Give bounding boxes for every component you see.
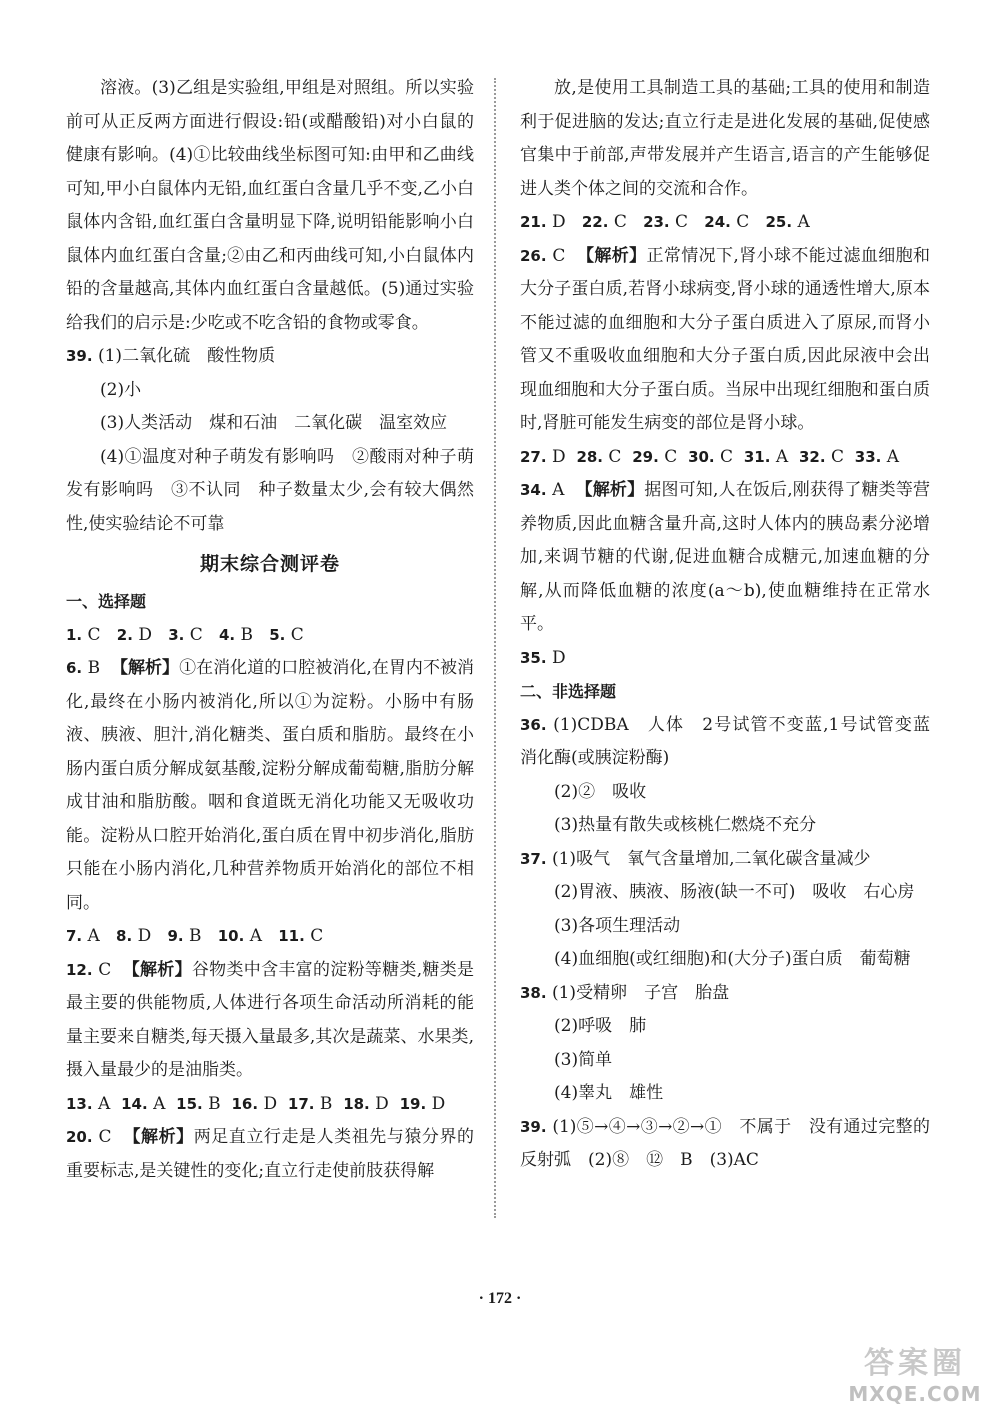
q39-number: 39. bbox=[520, 1117, 547, 1136]
q-number: 18. bbox=[343, 1094, 370, 1113]
q-number: 10. bbox=[217, 927, 245, 945]
q-number: 32. bbox=[798, 447, 826, 466]
q35-number: 35. bbox=[520, 648, 547, 667]
q-answer: A bbox=[249, 926, 262, 946]
q39-part2: (2)小 bbox=[100, 379, 142, 400]
answers-row-27-33 bbox=[520, 441, 930, 475]
q-number: 33. bbox=[854, 447, 882, 466]
q20-answer: C bbox=[98, 1127, 112, 1147]
q-answer: C bbox=[310, 926, 324, 946]
q37-part4: (4)血细胞(或红细胞)和(大分子)蛋白质 葡萄糖 bbox=[554, 949, 911, 969]
q12-analysis: 谷物类中含丰富的淀粉等糖类,糖类是最主要的供能物质,人体进行各项生命活动所消耗的能量主要来自糖类,每天摄入量最多,其次是蔬菜、水果类,摄入量最少的是油脂类。 bbox=[66, 959, 475, 1080]
answers-row-1-5 bbox=[66, 619, 474, 653]
q36-part1 bbox=[520, 709, 947, 776]
q26-answer: C bbox=[552, 245, 566, 266]
q37-part1-text: (1)吸气 氧气含量增加,二氧化碳含量减少 bbox=[551, 848, 871, 869]
q39-number: 39. bbox=[66, 347, 93, 365]
q-answer: A bbox=[775, 446, 789, 467]
q6-answer: B bbox=[87, 658, 101, 678]
q-answer: B bbox=[208, 1093, 221, 1114]
q-answer: C bbox=[87, 624, 101, 645]
q6-analysis: ①在消化道的口腔被消化,在胃内不被消化,最终在小肠内被消化,所以①为淀粉。小肠中有肠液、胰液、胆汁,消化糖类、蛋白质和脂肪。最终在小肠内蛋白质分解成氨基酸,淀粉分解成葡萄糖,脂肪分解成甘油和脂肪酸。咽和食道既无消化功能又无吸收功能。淀粉从口腔开始消化,蛋白质在胃中初步消化,脂肪只能在小肠内消化,几种营养物质开始消化的部位不相同。 bbox=[66, 658, 475, 913]
q6-item bbox=[66, 652, 474, 920]
q-answer: C bbox=[830, 446, 844, 467]
q36-number: 36. bbox=[520, 715, 547, 734]
q20-continuation: 放,是使用工具制造工具的基础;工具的使用和制造利于促进脑的发达;直立行走是进化发展的基础,促使感官集中于前部,声带发展并产生语言,语言的产生能够促进人类个体之间的交流和合作。 bbox=[520, 78, 930, 199]
q-answer: D bbox=[551, 212, 566, 232]
q-number: 23. bbox=[643, 213, 670, 231]
analysis-label: 【解析】 bbox=[123, 1127, 194, 1147]
q35-item bbox=[520, 642, 930, 676]
q-answer: C bbox=[608, 446, 622, 467]
q34-number: 34. bbox=[520, 481, 547, 499]
q39-part1-text: (1)二氧化硫 酸性物质 bbox=[97, 346, 276, 366]
q38-part3: (3)简单 bbox=[554, 1049, 613, 1070]
q34-analysis: 据图可知,人在饭后,刚获得了糖类等营养物质,因此血糖含量升高,这时人体内的胰岛素分泌增加,来调节糖的代谢,促进血糖合成糖元,加速血糖的分解,从而降低血糖的浓度(a～b),使血糖维持在正常水平。 bbox=[520, 480, 930, 634]
q-answer: C bbox=[189, 624, 203, 645]
q26-item bbox=[520, 240, 930, 441]
right-column bbox=[520, 72, 947, 1178]
q-answer: A bbox=[97, 1093, 111, 1114]
q-number: 14. bbox=[121, 1094, 148, 1113]
answers-row-13-19 bbox=[66, 1088, 474, 1122]
q37-part3: (3)各项生理活动 bbox=[554, 915, 681, 936]
q-number: 22. bbox=[581, 213, 609, 231]
q-answer: D bbox=[551, 446, 566, 467]
q37-part2: (2)胃液、胰液、肠液(缺一不可) 吸收 右心房 bbox=[554, 882, 915, 902]
q37-part1 bbox=[520, 843, 930, 877]
q-number: 16. bbox=[231, 1094, 259, 1113]
q38-continuation: 溶液。(3)乙组是实验组,甲组是对照组。所以实验前可从正反两方面进行假设:铅(或醋酸铅)对小白鼠的健康有影响。(4)①比较曲线坐标图可知:由甲和乙曲线可知,甲小白鼠体内无铅,血红蛋白含量几乎不变,乙小白鼠体内含铅,血红蛋白含量明显下降,说明铅能影响小白鼠体内血红蛋白含量;②由乙和丙曲线可知,小白鼠体内铅的含量越高,其体内血红蛋白含量越低。(5)通过实验给我们的启示是:少吃或不吃含铅的食物或零食。 bbox=[66, 78, 474, 333]
q34-item bbox=[520, 474, 930, 642]
answers-row-7-11 bbox=[66, 920, 474, 954]
watermark-bottom-text: MXQE.COM bbox=[848, 1382, 982, 1406]
q-answer: C bbox=[290, 624, 304, 645]
q-answer: B bbox=[189, 926, 202, 946]
q20-item bbox=[66, 1121, 474, 1188]
q-number: 30. bbox=[688, 447, 715, 466]
q-number: 11. bbox=[278, 927, 305, 945]
q-answer: D bbox=[138, 624, 152, 645]
q-answer: A bbox=[797, 212, 810, 232]
q-number: 17. bbox=[287, 1094, 315, 1113]
q12-answer: C bbox=[98, 959, 112, 980]
q20-analysis: 两足直立行走是人类祖先与猿分界的重要标志,是关键性的变化;直立行走使前肢获得解 bbox=[66, 1127, 475, 1181]
q-answer: A bbox=[153, 1093, 166, 1114]
q-answer: D bbox=[431, 1093, 446, 1114]
q6-number: 6. bbox=[66, 659, 83, 677]
q-number: 1. bbox=[66, 625, 83, 644]
q35-answer: D bbox=[551, 647, 566, 668]
section-nonchoice-heading: 二、非选择题 bbox=[520, 682, 617, 701]
analysis-label: 【解析】 bbox=[122, 959, 192, 980]
q38-number: 38. bbox=[520, 983, 547, 1002]
column-divider bbox=[494, 78, 496, 1218]
left-column bbox=[66, 72, 474, 1188]
q-answer: C bbox=[720, 446, 734, 467]
analysis-label: 【解析】 bbox=[576, 245, 647, 266]
q36-part3: (3)热量有散失或核桃仁燃烧不充分 bbox=[554, 815, 817, 835]
q-answer: D bbox=[375, 1093, 389, 1114]
q38-part2: (2)呼吸 肺 bbox=[554, 1016, 647, 1036]
q34-answer: A bbox=[552, 480, 565, 500]
q-number: 27. bbox=[520, 447, 547, 466]
q39-part3: (3)人类活动 煤和石油 二氧化碳 温室效应 bbox=[100, 413, 448, 433]
page-number: · 172 · bbox=[478, 1290, 522, 1307]
answers-row-21-25 bbox=[520, 206, 930, 240]
q26-number: 26. bbox=[520, 246, 547, 265]
q38-part1 bbox=[520, 977, 930, 1011]
q-answer: C bbox=[613, 212, 627, 232]
q-answer: D bbox=[137, 926, 152, 946]
q36-part2: (2)② 吸收 bbox=[554, 781, 647, 802]
q-answer: C bbox=[736, 212, 750, 232]
q-number: 3. bbox=[168, 625, 185, 644]
section-choice-heading: 一、选择题 bbox=[66, 592, 147, 611]
q-number: 28. bbox=[576, 447, 604, 466]
q26-analysis: 正常情况下,肾小球不能过滤血细胞和大分子蛋白质,若肾小球病变,肾小球的通透性增大,原本不能过滤的血细胞和大分子蛋白质进入了原尿,而肾小管又不重吸收血细胞和大分子蛋白质,因此尿液中会出现血细胞和大分子蛋白质。当尿中出现红细胞和蛋白质时,肾脏可能发生病变的部位是肾小球。 bbox=[520, 245, 931, 433]
q39-item bbox=[520, 1111, 930, 1178]
watermark-logo bbox=[840, 1341, 990, 1411]
q-number: 7. bbox=[66, 927, 83, 945]
q-answer: C bbox=[675, 212, 689, 232]
q-number: 24. bbox=[704, 213, 731, 231]
q12-item bbox=[66, 954, 474, 1088]
analysis-label: 【解析】 bbox=[575, 480, 645, 500]
q-number: 29. bbox=[632, 447, 659, 466]
q12-number: 12. bbox=[66, 960, 93, 979]
q39-part1 bbox=[66, 340, 474, 374]
q37-number: 37. bbox=[520, 849, 547, 868]
q-number: 13. bbox=[66, 1094, 93, 1113]
q-number: 2. bbox=[116, 625, 133, 644]
q38-part4: (4)睾丸 雄性 bbox=[554, 1083, 664, 1103]
q-number: 25. bbox=[765, 213, 793, 231]
q-number: 31. bbox=[743, 447, 771, 466]
q39-part4: (4)①温度对种子萌发有影响吗 ②酸雨对种子萌发有影响吗 ③不认同 种子数量太少,会有较大偶然性,使实验结论不可靠 bbox=[66, 446, 474, 534]
q-answer: C bbox=[664, 446, 678, 467]
q-answer: B bbox=[240, 624, 254, 645]
q-number: 15. bbox=[176, 1094, 203, 1113]
q-number: 4. bbox=[218, 625, 236, 644]
q-number: 21. bbox=[520, 213, 547, 231]
q-number: 9. bbox=[167, 927, 184, 945]
page-title: 期末综合测评卷 bbox=[199, 553, 340, 575]
q-number: 5. bbox=[269, 625, 286, 644]
q-answer: A bbox=[87, 926, 100, 946]
q-answer: A bbox=[886, 446, 900, 467]
q-number: 8. bbox=[116, 927, 133, 945]
analysis-label: 【解析】 bbox=[110, 658, 180, 678]
q36-part1-text: (1)CDBA 人体 2号试管不变蓝,1号试管变蓝 消化酶(或胰淀粉酶) bbox=[520, 714, 947, 768]
q-answer: B bbox=[319, 1093, 333, 1114]
q20-number: 20. bbox=[66, 1128, 93, 1146]
q39-answer-text: (1)⑤→④→③→②→① 不属于 没有通过完整的反射弧 (2)⑧ ⑫ B (3)AC bbox=[520, 1116, 930, 1170]
q-number: 19. bbox=[399, 1094, 427, 1113]
q38-part1-text: (1)受精卵 子宫 胎盘 bbox=[551, 982, 730, 1003]
q-answer: D bbox=[263, 1093, 278, 1114]
watermark-top-text: 答案圈 bbox=[864, 1346, 966, 1381]
